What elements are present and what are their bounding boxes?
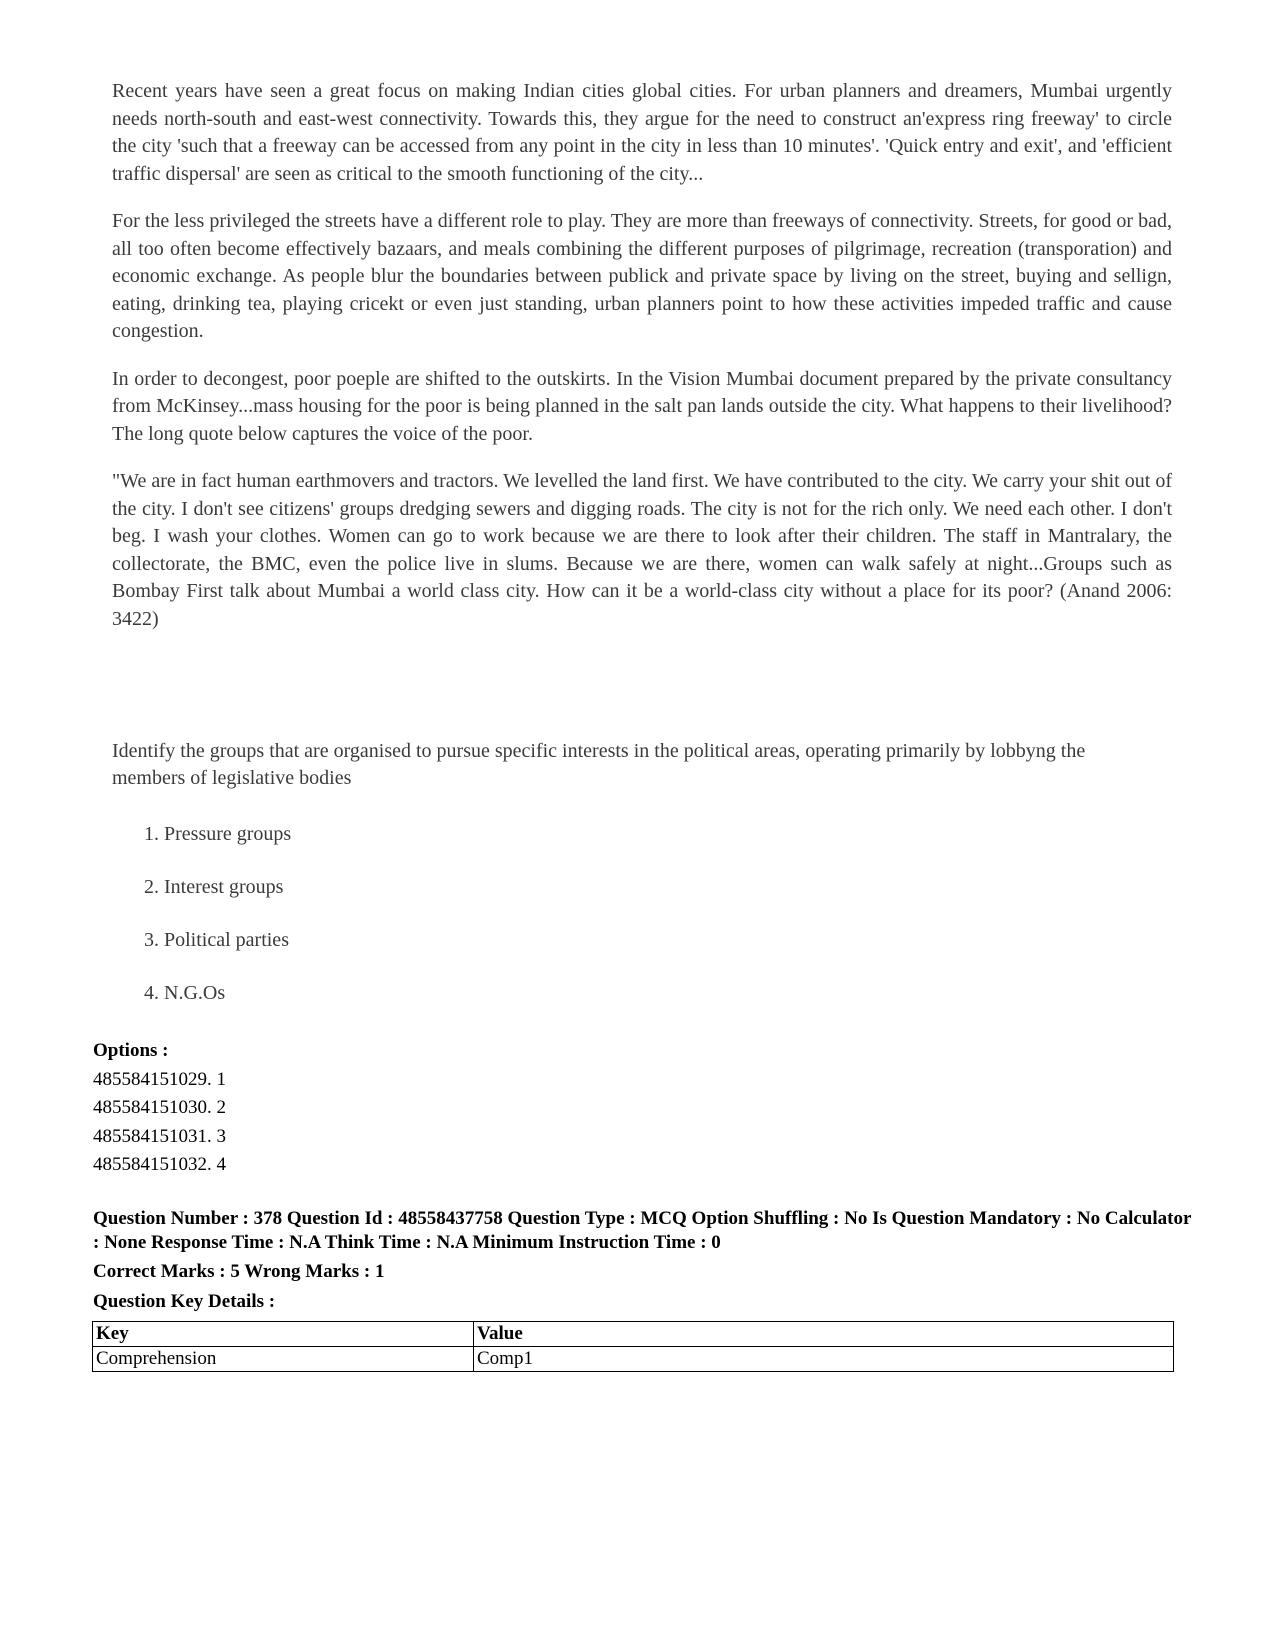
question-choice: 2. Interest groups [144, 876, 284, 898]
question-meta-details: Question Number : 378 Question Id : 48558437758 Question Type : MCQ Option Shuffling : No Is Question Mandatory : No Calculator : None Response Time : N.A Think Time : N.A Minimum Instruction Time : 0 [93, 1208, 1192, 1253]
option-item: 485584151031. 3 [93, 1125, 226, 1147]
passage-paragraph: Recent years have seen a great focus on making Indian cities global cities. For urban planners and dreamers, Mumbai urgently needs north-south and east-west connectivity. Towards this, they argue for the need to construct an'express ring freeway' to circle the city 'such that a freeway can be accessed from any point in the city in less than 10 minutes'. 'Quick entry and exit', and 'efficient traffic dispersal' are seen as critical to the smooth functioning of the city... [112, 80, 1172, 185]
table-row [93, 1347, 1174, 1372]
key-details-table [92, 1321, 1174, 1372]
question-choice: 1. Pressure groups [144, 823, 292, 845]
option-item: 485584151029. 1 [93, 1068, 226, 1090]
table-cell-value: Comp1 [474, 1347, 1174, 1372]
table-header-key: Key [93, 1322, 474, 1347]
passage-image [112, 78, 1172, 653]
option-item: 485584151030. 2 [93, 1097, 226, 1118]
option-item: 485584151032. 4 [93, 1154, 226, 1175]
question-text: Identify the groups that are organised to pursue specific interests in the political areas, operating primarily by lobbyng the members of legislative bodies [112, 740, 1086, 789]
question-choice-list [144, 822, 291, 1034]
passage-paragraph: In order to decongest, poor poeple are shifted to the outskirts. In the Vision Mumbai document prepared by the private consultancy from McKinsey...mass housing for the poor is being planned in the salt pan lands outside the city. What happens to their livelihood? The long quote below captures the voice of the poor. [112, 367, 1172, 445]
table-header-row [93, 1322, 1174, 1347]
question-choice: 4. N.G.Os [144, 982, 226, 1004]
table-header-value: Value [474, 1322, 1174, 1347]
options-title: Options : [93, 1040, 169, 1061]
question-meta [93, 1207, 1193, 1319]
question-marks: Correct Marks : 5 Wrong Marks : 1 [93, 1261, 385, 1282]
table-cell-key: Comprehension [93, 1347, 474, 1372]
question-choice: 3. Political parties [144, 929, 289, 951]
question-key-details-title: Question Key Details : [93, 1290, 276, 1312]
passage-paragraph: "We are in fact human earthmovers and tractors. We levelled the land first. We have contributed to the city. We carry your shit out of the city. I don't see citizens' groups dredging sewers and digging roads. The city is not for the rich only. We need each other. I don't beg. I wash your clothes. Women can go to work because we are there to look after their children. The staff in Mantralary, the collectorate, the BMC, even the police live in slums. Because we are there, women can walk safely at night...Groups such as Bombay First talk about Mumbai a world class city. How can it be a world-class city without a place for its poor? (Anand 2006: 3422) [112, 470, 1172, 630]
passage-paragraph: For the less privileged the streets have a different role to play. They are more than freeways of connectivity. Streets, for good or bad, all too often become effectively bazaars, and meals combining the different purposes of pilgrimage, recreation (transporation) and economic exchange. As people blur the boundaries between publick and private space by living on the street, buying and sellign, eating, drinking tea, playing cricekt or even just standing, urban planners point to how these activities impeded traffic and cause congestion. [112, 210, 1172, 342]
options-block [93, 1037, 226, 1180]
